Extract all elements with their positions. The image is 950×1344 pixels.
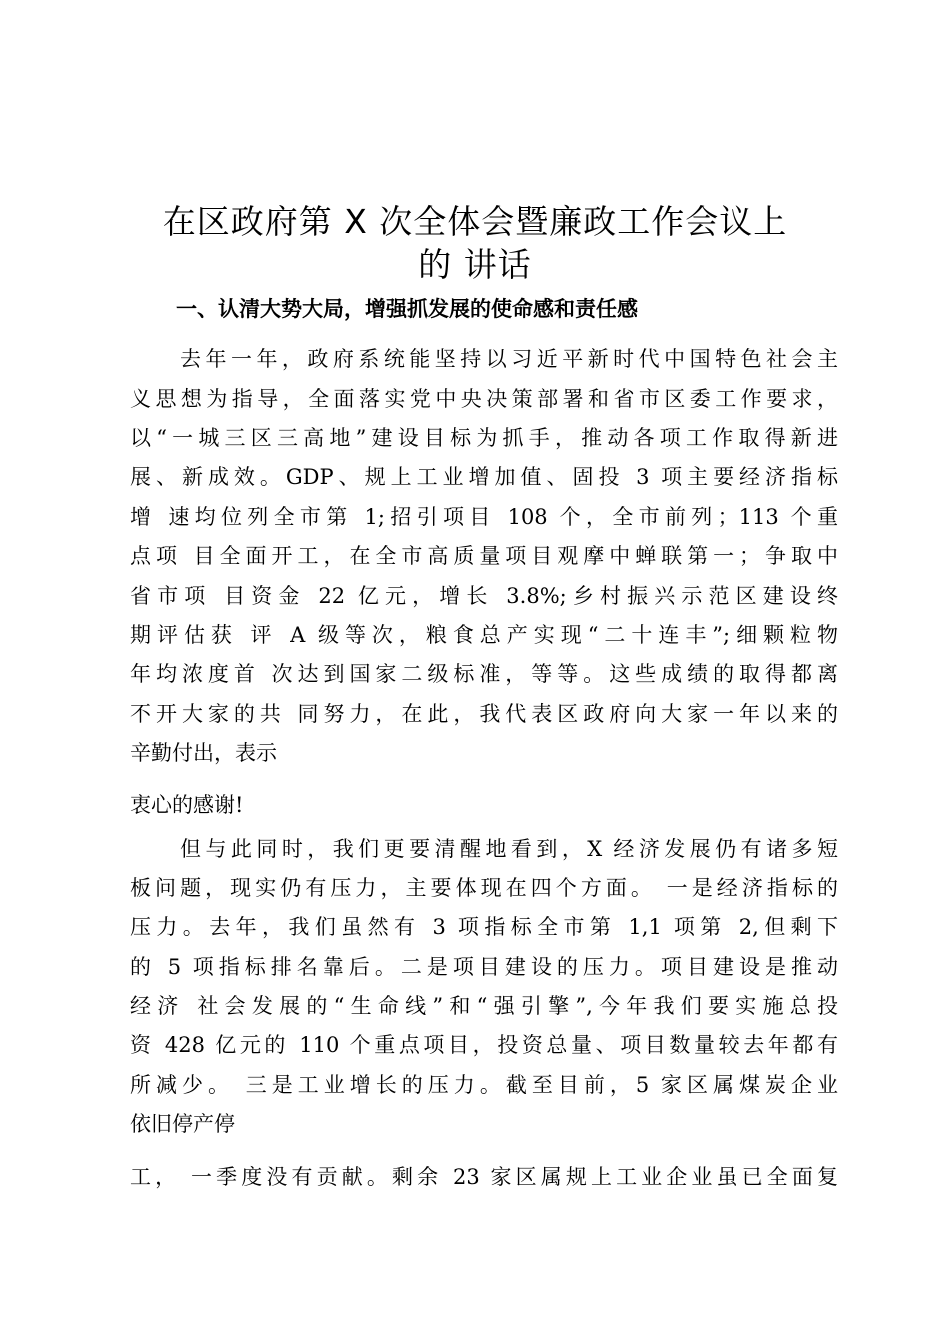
- paragraph-1-line: 义思想为指导，全面落实党中央决策部署和省市区委工作要求，: [130, 387, 838, 411]
- paragraph-3-line: 板问题，现实仍有压力，主要体现在四个方面。 一是经济指标的: [130, 876, 838, 900]
- paragraph-1-line: 不开大家的共 同努力，在此，我代表区政府向大家一年以来的: [130, 702, 838, 726]
- paragraph-1-line: 省市项 目资金 22 亿元，增长 3.8%;乡村振兴示范区建设终: [130, 584, 838, 608]
- section-heading: 一、认清大势大局，增强抓发展的使命感和责任感: [176, 297, 638, 321]
- paragraph-1-line: 点项 目全面开工，在全市高质量项目观摩中蝉联第一；争取中: [130, 544, 838, 568]
- paragraph-1-line: 去年一年，政府系统能坚持以习近平新时代中国特色社会主: [180, 347, 838, 371]
- paragraph-3-line: 资 428 亿元的 110 个重点项目，投资总量、项目数量较去年都有: [130, 1033, 838, 1057]
- paragraph-3-line: 的 5 项指标排名靠后。二是项目建设的压力。项目建设是推动: [130, 955, 838, 979]
- paragraph-1-line: 辛勤付出，表示: [130, 741, 277, 765]
- paragraph-1-line: 期评估获 评 A 级等次，粮食总产实现“二十连丰”;细颗粒物: [130, 623, 838, 647]
- document-title-line-1: 在区政府第 X 次全体会暨廉政工作会议上: [162, 202, 788, 241]
- paragraph-1-line: 年均浓度首 次达到国家二级标准，等等。这些成绩的取得都离: [130, 662, 838, 686]
- paragraph-3-line: 但与此同时，我们更要清醒地看到，X 经济发展仍有诸多短: [180, 837, 838, 861]
- paragraph-1-line: 以“一城三区三高地”建设目标为抓手，推动各项工作取得新进: [130, 426, 838, 450]
- paragraph-2-line: 衷心的感谢!: [130, 793, 244, 817]
- paragraph-3-line: 经济 社会发展的“生命线”和“强引擎”,今年我们要实施总投: [130, 994, 838, 1018]
- paragraph-3-line: 所减少。 三是工业增长的压力。截至目前，5 家区属煤炭企业: [130, 1073, 838, 1097]
- paragraph-3-line: 压力。去年，我们虽然有 3 项指标全市第 1,1 项第 2,但剩下: [130, 915, 838, 939]
- document-title-line-2: 的 讲话: [418, 245, 532, 284]
- paragraph-1-line: 展、新成效。GDP、规上工业增加值、固投 3 项主要经济指标: [130, 465, 838, 489]
- paragraph-3-line: 依旧停产停: [130, 1112, 235, 1136]
- paragraph-1-line: 增 速均位列全市第 1;招引项目 108 个，全市前列；113 个重: [130, 505, 838, 529]
- paragraph-4-line: 工， 一季度没有贡献。剩余 23 家区属规上工业企业虽已全面复: [130, 1165, 838, 1189]
